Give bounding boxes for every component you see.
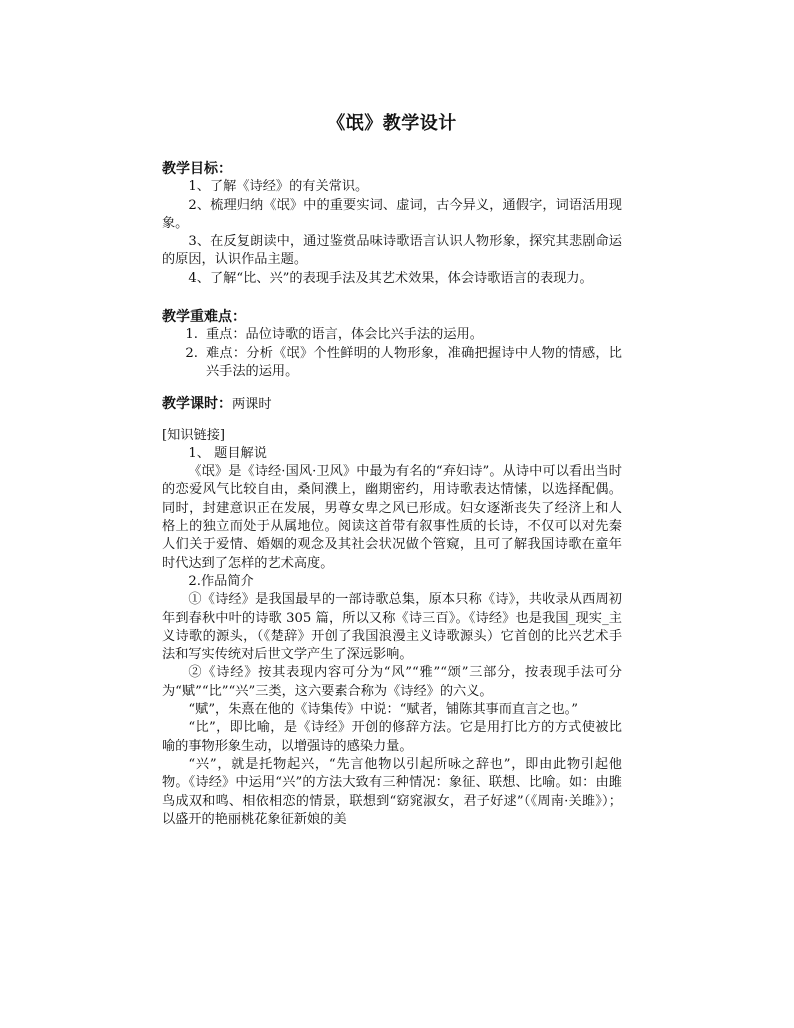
list-item (162, 326, 622, 344)
knowledge-subheading-2: 2.作品简介 (188, 573, 254, 589)
knowledge-paragraph-2: ①《诗经》是我国最早的一部诗歌总集，原本只称《诗》，共收录从西周初年到春秋中叶的诗歌 305 篇，所以又称《诗三百》。《诗经》也是我国_现实_主义诗歌的源头，（《楚辞》开创了我国浪漫主义诗歌源头）它首创的比兴艺术手法和写实传统对后世文学产生了深远影响。 (162, 592, 622, 663)
objectives-heading: 教学目标： (162, 161, 232, 177)
knowledge-paragraph-1: 《氓》是《诗经·国风·卫风》中最为有名的“弃妇诗”。从诗中可以看出当时的恋爱风气比较自由，桑间濮上，幽期密约，用诗歌表达情愫，以选择配偶。同时，封建意识正在发展，男尊女卑之风已形成。妇女逐渐丧失了经济上和人格上的独立而处于从属地位。阅读这首带有叙事性质的长诗，不仅可以对先秦人们关于爱情、婚姻的观念及其社会状况做个管窥，且可了解我国诗歌在童年时代达到了怎样的艺术高度。 (162, 464, 622, 571)
objective-item-4: 4、了解“比、兴”的表现手法及其艺术效果，体会诗歌语言的表现力。 (188, 270, 593, 286)
knowledge-heading: [知识链接] (162, 427, 226, 443)
document-body (162, 112, 622, 829)
knowledge-paragraph-5: “比”，即比喻，是《诗经》开创的修辞方法。它是用打比方的方式使被比喻的事物形象生动，以增强诗的感染力量。 (162, 720, 622, 754)
objective-item-3: 3、在反复朗读中，通过鉴赏品味诗歌语言认识人物形象，探究其悲剧命运的原因，认识作品主题。 (162, 234, 622, 268)
knowledge-paragraph-4: “赋”，朱熹在他的《诗集传》中说：“赋者，铺陈其事而直言之也。” (188, 702, 579, 718)
list-item-text: 重点：品位诗歌的语言，体会比兴手法的运用。 (206, 327, 483, 343)
list-item (162, 345, 622, 382)
list-item-number: 1. (185, 327, 198, 343)
knowledge-paragraph-3: ②《诗经》按其表现内容可分为“风”“雅”“颂”三部分，按表现手法可分为“赋”“比”“兴”三类，这六要素合称为《诗经》的六义。 (162, 665, 622, 699)
class-hours-label: 教学课时： (162, 396, 232, 413)
knowledge-subheading-1: 1、 题目解说 (188, 445, 267, 461)
class-hours-value: 两课时 (232, 397, 272, 413)
objective-item-2: 2、梳理归纳《氓》中的重要实词、虚词，古今异义，通假字，词语活用现象。 (162, 197, 622, 231)
list-item-number: 2. (185, 345, 198, 361)
knowledge-paragraph-6: “兴”，就是托物起兴，“先言他物以引起所咏之辞也”，即由此物引起他物。《诗经》中运用“兴”的方法大致有三种情况：象征、联想、比喻。如：由雎鸟成双和鸣、相依相恋的情景，联想到“窈窕淑女，君子好逑”（《周南·关雎》）；以盛开的艳丽桃花象征新娘的美 (162, 756, 622, 827)
keypoints-list (162, 326, 622, 381)
page-title: 《氓》教学设计 (327, 113, 457, 134)
objective-item-1: 1、了解《诗经》的有关常识。 (188, 179, 369, 195)
list-item-text: 难点：分析《氓》个性鲜明的人物形象，准确把握诗中人物的情感，比兴手法的运用。 (206, 345, 622, 379)
keypoints-heading: 教学重难点： (162, 309, 246, 326)
class-hours (162, 395, 622, 414)
